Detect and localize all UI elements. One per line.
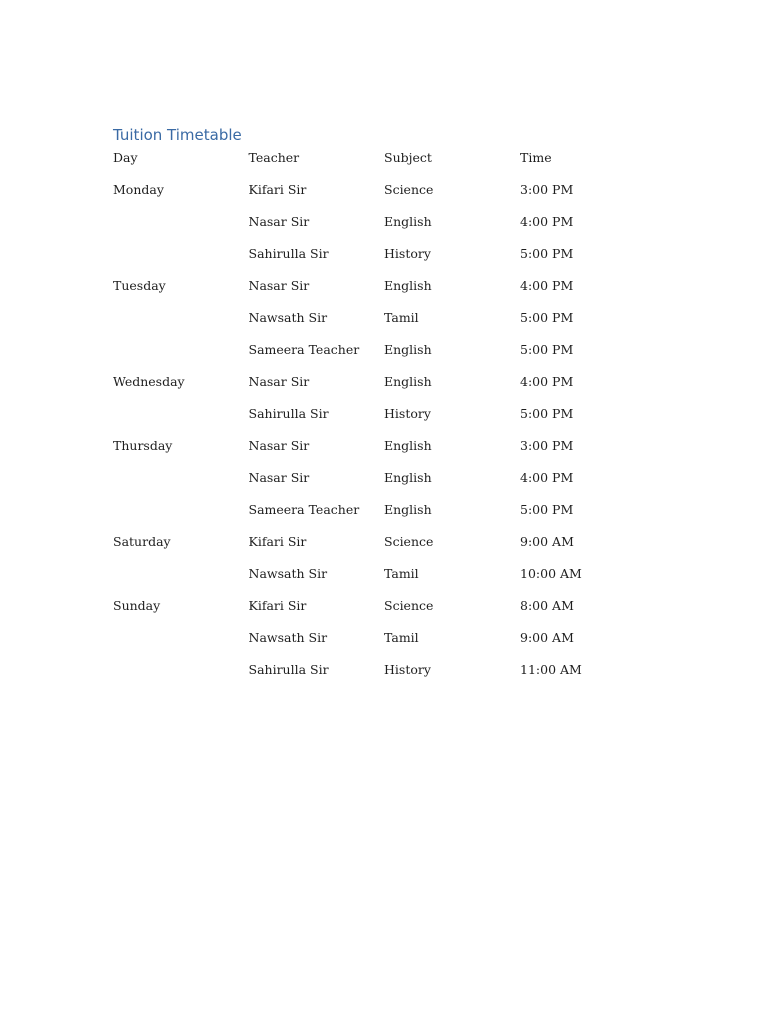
column-header-teacher: Teacher: [248, 150, 300, 165]
day-cell: Monday: [113, 182, 164, 197]
table-row: [113, 532, 620, 564]
table-row: [113, 308, 620, 340]
subject-cell: English: [384, 342, 432, 357]
subject-cell: Science: [384, 182, 434, 197]
day-cell: [113, 404, 249, 436]
day-cell: Thursday: [113, 438, 173, 453]
time-cell: 11:00 AM: [520, 662, 582, 677]
day-cell: Sunday: [113, 598, 161, 613]
subject-cell: Tamil: [384, 630, 419, 645]
subject-cell: Tamil: [384, 566, 419, 581]
teacher-cell: Sahirulla Sir: [248, 662, 329, 677]
subject-cell: History: [384, 406, 431, 421]
subject-cell: English: [384, 470, 432, 485]
teacher-cell: Nasar Sir: [248, 278, 310, 293]
day-cell: [113, 468, 249, 500]
subject-cell: Science: [384, 598, 434, 613]
table-row: [113, 436, 620, 468]
time-cell: 9:00 AM: [520, 534, 574, 549]
table-row: [113, 372, 620, 404]
table-row: [113, 244, 620, 276]
day-cell: [113, 340, 249, 372]
subject-cell: English: [384, 502, 432, 517]
table-row: [113, 468, 620, 500]
time-cell: 8:00 AM: [520, 598, 574, 613]
table-row: [113, 628, 620, 660]
day-cell: [113, 308, 249, 340]
table-row: [113, 404, 620, 436]
teacher-cell: Sameera Teacher: [248, 502, 360, 517]
timetable-body: [113, 180, 620, 692]
teacher-cell: Sahirulla Sir: [248, 246, 329, 261]
day-cell: Tuesday: [113, 278, 166, 293]
day-cell: [113, 628, 249, 660]
table-row: [113, 276, 620, 308]
time-cell: 4:00 PM: [520, 278, 574, 293]
teacher-cell: Sameera Teacher: [248, 342, 360, 357]
time-cell: 5:00 PM: [520, 246, 574, 261]
teacher-cell: Kifari Sir: [248, 598, 307, 613]
day-cell: [113, 500, 249, 532]
table-row: [113, 500, 620, 532]
time-cell: 4:00 PM: [520, 214, 574, 229]
time-cell: 9:00 AM: [520, 630, 574, 645]
teacher-cell: Nawsath Sir: [248, 630, 328, 645]
column-header-day: Day: [113, 150, 138, 165]
time-cell: 5:00 PM: [520, 502, 574, 517]
teacher-cell: Kifari Sir: [248, 182, 307, 197]
subject-cell: Science: [384, 534, 434, 549]
day-cell: [113, 660, 249, 692]
time-cell: 4:00 PM: [520, 374, 574, 389]
time-cell: 3:00 PM: [520, 182, 574, 197]
time-cell: 3:00 PM: [520, 438, 574, 453]
subject-cell: English: [384, 214, 432, 229]
teacher-cell: Nasar Sir: [248, 470, 310, 485]
column-header-subject: Subject: [384, 150, 432, 165]
teacher-cell: Nasar Sir: [248, 374, 310, 389]
table-row: [113, 596, 620, 628]
subject-cell: History: [384, 662, 431, 677]
teacher-cell: Nawsath Sir: [248, 566, 328, 581]
document-title: Tuition Timetable: [113, 126, 242, 144]
time-cell: 4:00 PM: [520, 470, 574, 485]
time-cell: 5:00 PM: [520, 406, 574, 421]
subject-cell: History: [384, 246, 431, 261]
teacher-cell: Nasar Sir: [248, 214, 310, 229]
day-cell: [113, 244, 249, 276]
table-row: [113, 340, 620, 372]
subject-cell: English: [384, 278, 432, 293]
day-cell: [113, 564, 249, 596]
table-row: [113, 564, 620, 596]
teacher-cell: Nasar Sir: [248, 438, 310, 453]
time-cell: 10:00 AM: [520, 566, 582, 581]
day-cell: [113, 212, 249, 244]
table-row: [113, 180, 620, 212]
time-cell: 5:00 PM: [520, 310, 574, 325]
timetable: [113, 148, 620, 692]
subject-cell: Tamil: [384, 310, 419, 325]
subject-cell: English: [384, 374, 432, 389]
day-cell: Saturday: [113, 534, 171, 549]
teacher-cell: Sahirulla Sir: [248, 406, 329, 421]
table-row: [113, 660, 620, 692]
time-cell: 5:00 PM: [520, 342, 574, 357]
subject-cell: English: [384, 438, 432, 453]
day-cell: Wednesday: [113, 374, 185, 389]
column-header-time: Time: [520, 150, 552, 165]
teacher-cell: Nawsath Sir: [248, 310, 328, 325]
table-row: [113, 212, 620, 244]
table-header-row: [113, 148, 620, 180]
teacher-cell: Kifari Sir: [248, 534, 307, 549]
